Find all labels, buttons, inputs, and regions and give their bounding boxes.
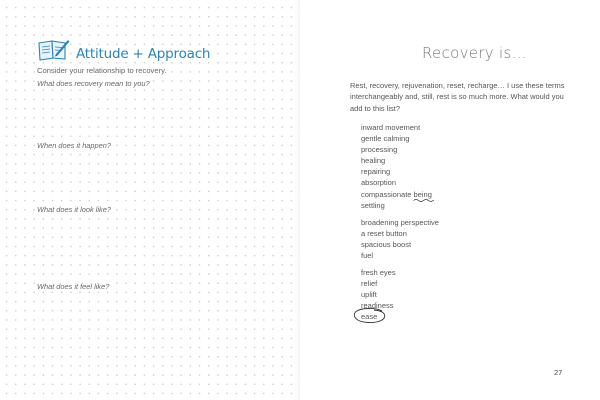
right-page [300, 0, 600, 400]
list-item: gentle calming [361, 134, 410, 144]
list-item: repairing [361, 167, 391, 177]
list-item: spacious boost [361, 240, 412, 250]
list-item: relief [361, 279, 378, 289]
section-title: Attitude + Approach [76, 46, 211, 62]
list-item: fuel [361, 251, 374, 261]
list-item: uplift [361, 290, 377, 300]
underlined-word-text: being [413, 189, 432, 199]
list-item: inward movement [361, 123, 421, 132]
list-item-compassionate-being [361, 189, 432, 200]
question-feel: What does it feel like? [37, 282, 110, 291]
section-header [37, 38, 212, 62]
recovery-list-group-1 [361, 122, 432, 211]
question-when: When does it happen? [37, 141, 111, 150]
right-intro: Rest, recovery, rejuvenation, reset, recharge… I use these terms interchangeably and, still, rest is so much more. What would you add to this list? [350, 81, 565, 113]
left-intro: Consider your relationship to recovery. [37, 66, 167, 75]
recovery-list-group-3 [361, 267, 396, 322]
circled-word: ease [361, 312, 378, 322]
page-number: 27 [554, 368, 563, 377]
recovery-list-group-2 [361, 217, 439, 261]
question-look: What does it look like? [37, 205, 111, 214]
handwritten-underline-icon [413, 198, 435, 203]
list-item: readiness [361, 301, 394, 311]
notebook-pen-icon [37, 38, 70, 62]
list-item: fresh eyes [361, 268, 396, 277]
list-item: healing [361, 156, 386, 166]
underlined-word [414, 189, 432, 200]
list-item: settling [361, 200, 385, 210]
list-item: absorption [361, 178, 397, 188]
list-item: broadening perspective [361, 218, 439, 227]
handwritten-circle-icon [352, 307, 388, 324]
question-meaning: What does recovery mean to you? [37, 79, 150, 88]
page-heading: Recovery is… [422, 44, 527, 62]
list-item-prefix: compassionate [361, 189, 412, 199]
list-item: a reset button [361, 229, 407, 239]
list-item-circled [361, 311, 396, 322]
list-item: processing [361, 145, 398, 155]
